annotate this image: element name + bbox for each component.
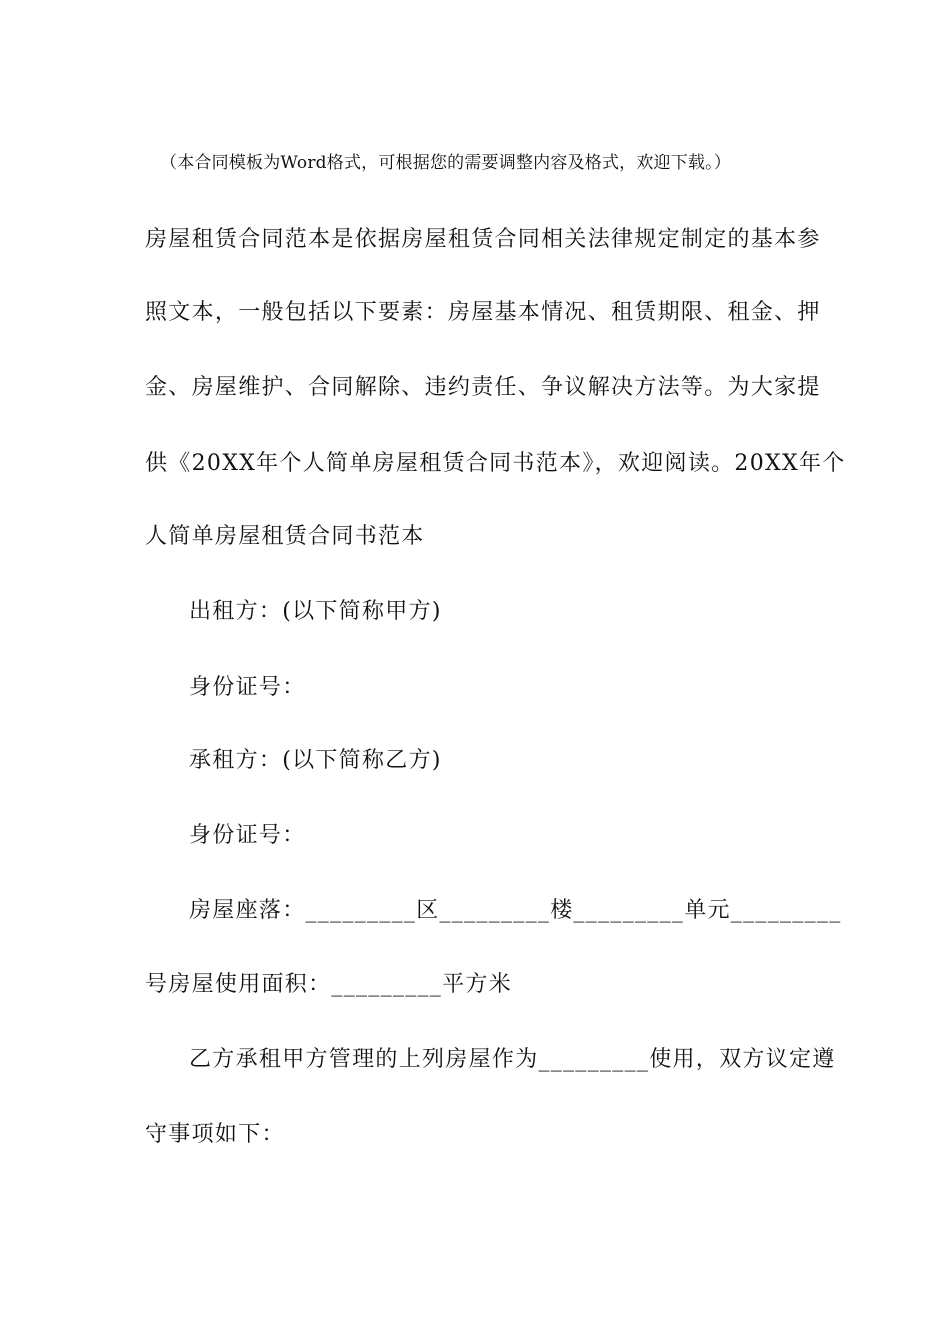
lessee-label: 承租方：(以下简称乙方) — [189, 748, 442, 773]
usage-line-2: 守事项如下： — [145, 1122, 285, 1147]
lessee-id-label: 身份证号： — [189, 823, 306, 848]
lessor-id-label: 身份证号： — [189, 675, 306, 700]
lessor-label: 出租方：(以下简称甲方) — [189, 599, 442, 624]
template-note: （本合同模板为Word格式，可根据您的需要调整内容及格式，欢迎下载。） — [160, 153, 732, 173]
usage-line-1: 乙方承租甲方管理的上列房屋作为_________使用，双方议定遵 — [189, 1047, 836, 1072]
location-line-2: 号房屋使用面积：_________平方米 — [145, 972, 513, 997]
intro-line-4: 供《20XX年个人简单房屋租赁合同书范本》，欢迎阅读。20XX年个 — [145, 451, 846, 476]
intro-line-1: 房屋租赁合同范本是依据房屋租赁合同相关法律规定制定的基本参 — [145, 227, 821, 252]
location-line-1: 房屋座落：_________区_________楼_________单元_________ — [189, 898, 842, 923]
intro-line-3: 金、房屋维护、合同解除、违约责任、争议解决方法等。为大家提 — [145, 375, 821, 400]
intro-line-5: 人简单房屋租赁合同书范本 — [145, 524, 425, 549]
intro-line-2: 照文本，一般包括以下要素：房屋基本情况、租赁期限、租金、押 — [145, 300, 821, 325]
